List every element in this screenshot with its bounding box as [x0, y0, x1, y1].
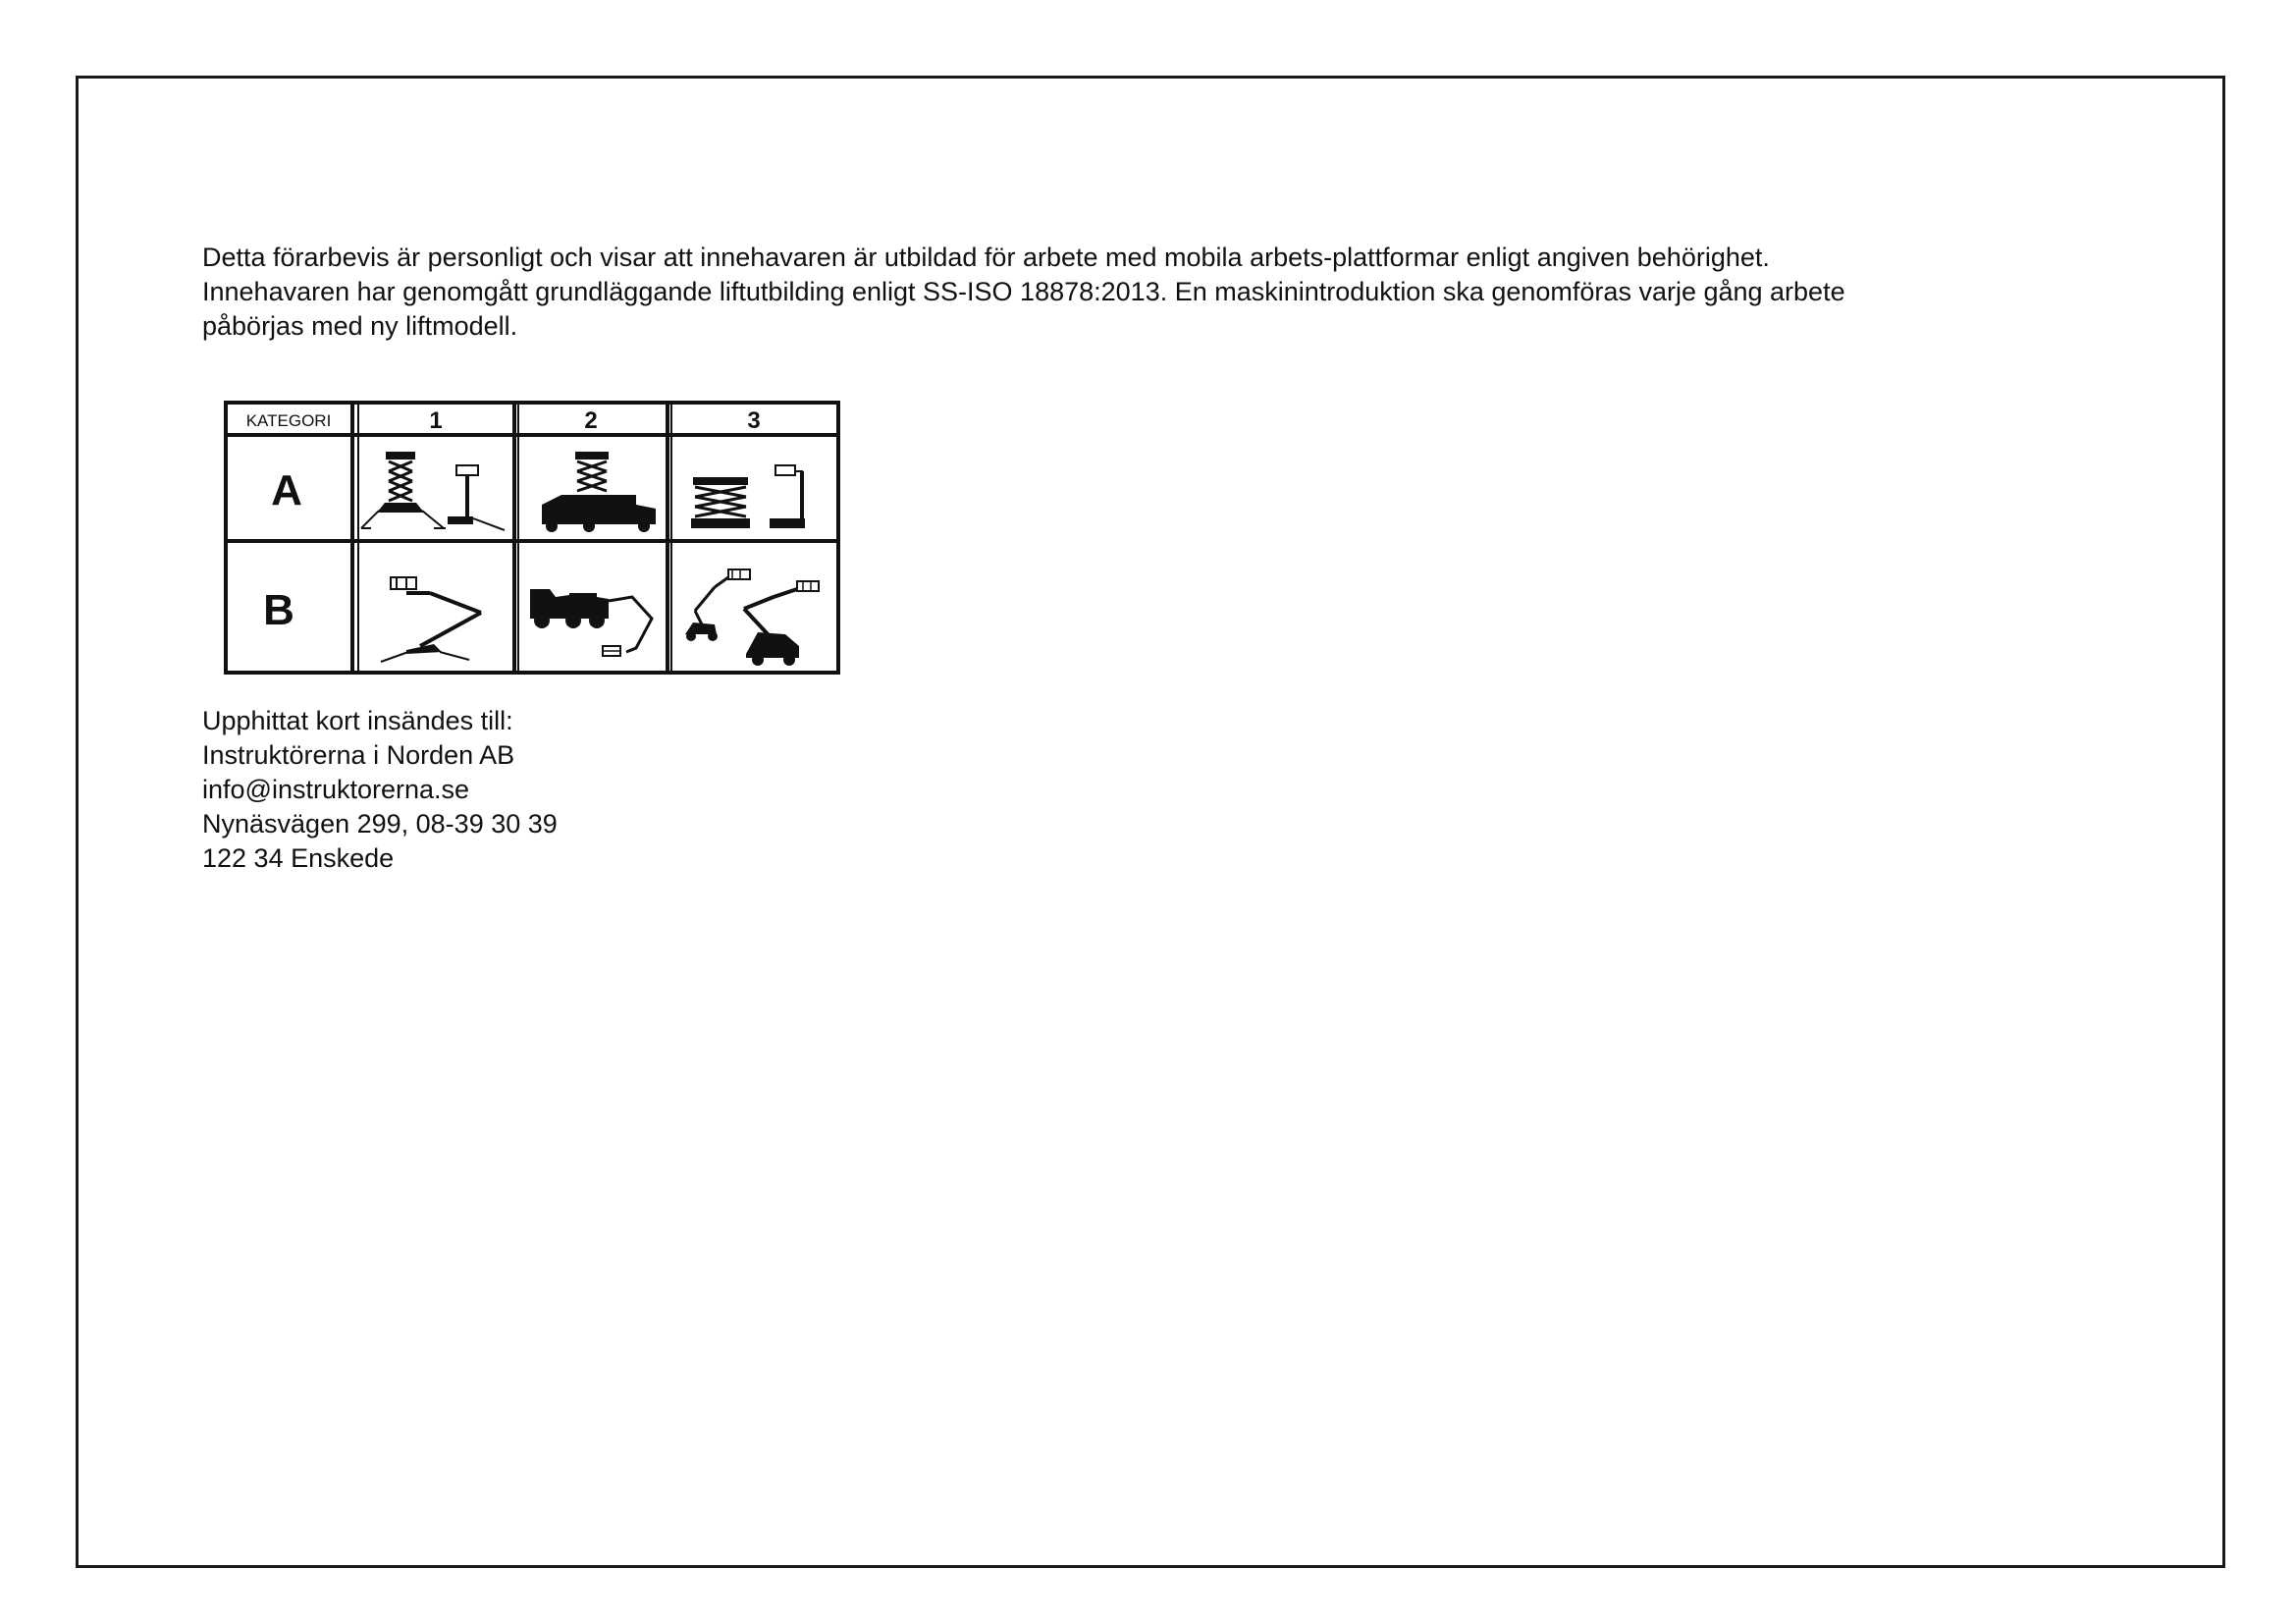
lift-b1-icon: [381, 577, 481, 662]
lift-b2-icon: [530, 589, 652, 656]
lift-a1-icon: [361, 452, 505, 530]
intro-text: [202, 241, 2165, 344]
intro-line-2: Innehavaren har genomgått grundläggande liftutbilding enligt SS-ISO 18878:2013. En maskinintroduktion ska genomföras varje gång arbete: [202, 277, 1845, 306]
email: info@instruktorerna.se: [202, 775, 470, 804]
postal-address: 122 34 Enskede: [202, 843, 395, 873]
company-name: Instruktörerna i Norden AB: [202, 740, 515, 770]
row-label-a: A: [271, 466, 302, 514]
row-label-b: B: [263, 586, 294, 634]
table-grid: [226, 403, 838, 673]
return-address: [202, 704, 558, 876]
category-table: [224, 401, 840, 675]
header-col-2: 2: [584, 407, 598, 434]
lift-b3-icon: [685, 569, 819, 666]
header-kategori: KATEGORI: [245, 411, 332, 430]
lift-a2-icon: [542, 452, 656, 532]
intro-line-3: påbörjas med ny liftmodell.: [202, 311, 518, 341]
header-col-1: 1: [429, 407, 443, 434]
street-phone: Nynäsvägen 299, 08-39 30 39: [202, 809, 558, 839]
return-instruction: Upphittat kort insändes till:: [202, 706, 513, 735]
header-col-3: 3: [747, 407, 761, 434]
lift-a3-icon: [691, 465, 805, 528]
intro-line-1: Detta förarbevis är personligt och visar att innehavaren är utbildad för arbete med mobila arbets-plattformar enligt angiven behörighet.: [202, 243, 1770, 272]
